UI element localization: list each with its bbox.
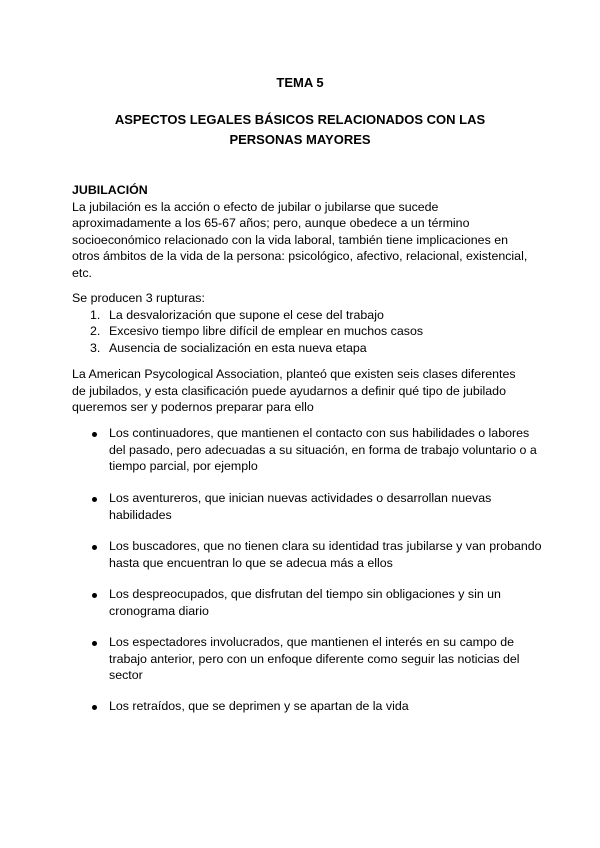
list-item: Los espectadores involucrados, que mantienen el interés en su campo de trabajo anterior, pero con un enfoque diferente como seguir las noticias del sector (92, 634, 549, 684)
list-item: 2. Excesivo tiempo libre difícil de emplear en muchos casos (90, 324, 424, 339)
bullet-icon (92, 641, 97, 646)
rupturas-intro: Se producen 3 rupturas: (72, 291, 205, 305)
list-item: Los aventureros, que inician nuevas actividades o desarrollan nuevas habilidades (92, 490, 549, 523)
document-title (0, 110, 600, 150)
bullet-icon (92, 705, 97, 710)
bullet-icon (92, 593, 97, 598)
rupturas-block (72, 290, 532, 356)
apa-paragraph-block (72, 366, 532, 416)
jubilacion-section (72, 182, 532, 282)
list-item: 1. La desvalorización que supone el cese del trabajo (90, 307, 384, 322)
list-item: Los retraídos, que se deprimen y se apartan de la vida (92, 698, 549, 715)
bullet-icon (92, 432, 97, 437)
section-heading: JUBILACIÓN (72, 183, 148, 197)
list-item: Los despreocupados, que disfrutan del tiempo sin obligaciones y sin un cronograma diario (92, 586, 549, 619)
jubilacion-definition: La jubilación es la acción o efecto de jubilar o jubilarse que sucede aproximadamente a los 65-67 años; pero, aunque obedece a un término socioeconómico relacionado con la vida laboral, también tiene implicaciones en otros ámbitos de la vida de la persona: psicológico, afectivo, relacional, existencial, etc. (72, 199, 528, 280)
list-item: Los buscadores, que no tienen clara su identidad tras jubilarse y van probando hasta que encuentran lo que se adecua más a ellos (92, 538, 549, 571)
apa-paragraph: La American Psycological Association, planteó que existen seis clases diferentes de jubilados, y esta clasificación puede ayudarnos a definir qué tipo de jubilado queremos ser y podernos preparar para ello (72, 367, 516, 415)
bullet-icon (92, 545, 97, 550)
document-title-line-1: ASPECTOS LEGALES BÁSICOS RELACIONADOS CON LAS (114, 112, 486, 127)
list-item: 3. Ausencia de socialización en esta nueva etapa (90, 340, 367, 355)
document-title-line-2: PERSONAS MAYORES (229, 132, 371, 147)
rupturas-list (72, 307, 532, 357)
tema-title: TEMA 5 (276, 75, 324, 90)
bullet-icon (92, 497, 97, 502)
list-item: Los continuadores, que mantienen el contacto con sus habilidades o labores del pasado, pero adecuadas a su situación, en forma de trabajo voluntario o a tiempo parcial, por ejemplo (92, 425, 549, 475)
